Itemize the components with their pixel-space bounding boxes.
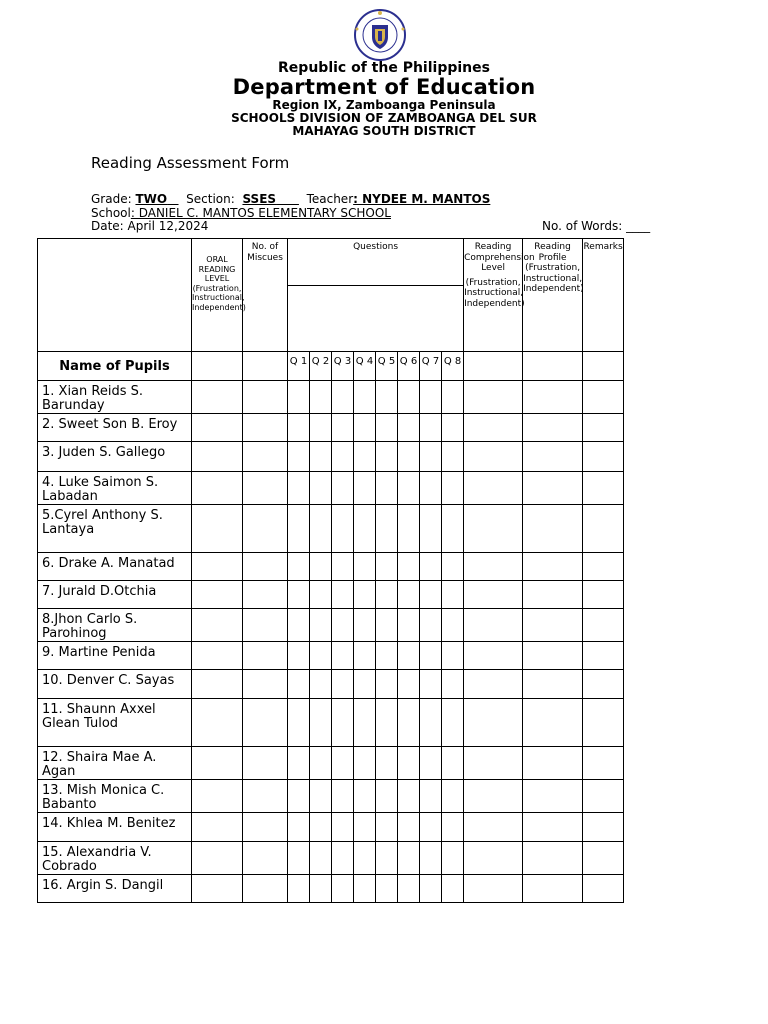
entry-cell[interactable] — [310, 381, 332, 414]
entry-cell[interactable] — [464, 747, 523, 780]
entry-cell[interactable] — [583, 472, 624, 505]
pupil-name: 13. Mish Monica C. Babanto — [38, 780, 192, 813]
entry-cell[interactable] — [376, 581, 398, 609]
entry-cell[interactable] — [376, 381, 398, 414]
entry-cell[interactable] — [354, 472, 376, 505]
entry-cell[interactable] — [523, 472, 583, 505]
entry-cell[interactable] — [442, 581, 464, 609]
q3-header: Q 3 — [332, 352, 354, 381]
republic-heading: Republic of the Philippines — [278, 60, 490, 76]
entry-cell[interactable] — [332, 472, 354, 505]
table-row — [38, 699, 624, 747]
entry-cell[interactable] — [583, 875, 624, 903]
entry-cell[interactable] — [398, 609, 420, 642]
pupil-name: 8.Jhon Carlo S. Parohinog — [38, 609, 192, 642]
entry-cell[interactable] — [310, 642, 332, 670]
col-miscues: No. of Miscues — [243, 239, 288, 352]
district-heading: MAHAYAG SOUTH DISTRICT — [292, 124, 476, 138]
entry-cell[interactable] — [354, 553, 376, 581]
entry-cell[interactable] — [288, 670, 310, 699]
entry-cell[interactable] — [464, 670, 523, 699]
entry-cell[interactable] — [376, 553, 398, 581]
entry-cell[interactable] — [442, 699, 464, 747]
entry-cell[interactable] — [192, 381, 243, 414]
entry-cell[interactable] — [398, 442, 420, 472]
pupil-name: 4. Luke Saimon S. Labadan — [38, 472, 192, 505]
entry-cell[interactable] — [420, 581, 442, 609]
table-row — [38, 609, 624, 642]
pupil-name: 6. Drake A. Manatad — [38, 553, 192, 581]
entry-cell[interactable] — [354, 875, 376, 903]
entry-cell[interactable] — [420, 747, 442, 780]
entry-cell[interactable] — [332, 505, 354, 553]
pupil-name: 3. Juden S. Gallego — [38, 442, 192, 472]
entry-cell[interactable] — [192, 414, 243, 442]
entry-cell[interactable] — [420, 472, 442, 505]
entry-cell[interactable] — [583, 670, 624, 699]
entry-cell[interactable] — [523, 381, 583, 414]
entry-cell[interactable] — [398, 581, 420, 609]
teacher-value: : NYDEE M. MANTOS — [353, 192, 491, 206]
entry-cell[interactable] — [192, 780, 243, 813]
entry-cell[interactable] — [583, 609, 624, 642]
entry-cell[interactable] — [310, 780, 332, 813]
entry-cell[interactable] — [420, 813, 442, 842]
entry-cell[interactable] — [464, 642, 523, 670]
entry-cell[interactable] — [523, 414, 583, 442]
grade-value: TWO — [135, 192, 168, 206]
entry-cell[interactable] — [192, 813, 243, 842]
blank-corner-cell — [38, 239, 192, 352]
entry-cell[interactable] — [464, 875, 523, 903]
entry-cell[interactable] — [523, 642, 583, 670]
entry-cell[interactable] — [288, 381, 310, 414]
table-row — [38, 813, 624, 842]
table-row — [38, 747, 624, 780]
entry-cell[interactable] — [376, 842, 398, 875]
entry-cell[interactable] — [464, 505, 523, 553]
entry-cell[interactable] — [310, 505, 332, 553]
q1-header: Q 1 — [288, 352, 310, 381]
entry-cell[interactable] — [310, 813, 332, 842]
entry-cell[interactable] — [243, 747, 288, 780]
entry-cell[interactable] — [464, 581, 523, 609]
entry-cell[interactable] — [523, 842, 583, 875]
col-comprehension — [464, 239, 535, 352]
entry-cell[interactable] — [310, 699, 332, 747]
entry-cell[interactable] — [420, 609, 442, 642]
entry-cell[interactable] — [420, 842, 442, 875]
entry-cell[interactable] — [288, 609, 310, 642]
col-comprehension-sub: (Frustration, Instructional, Independent) — [464, 277, 525, 309]
date-line: Date: April 12,2024 — [91, 219, 209, 233]
table-row — [38, 472, 624, 505]
pupil-name: 10. Denver C. Sayas — [38, 670, 192, 699]
region-heading: Region IX, Zamboanga Peninsula — [272, 98, 496, 112]
entry-cell[interactable] — [288, 472, 310, 505]
entry-cell[interactable] — [354, 842, 376, 875]
entry-cell[interactable] — [288, 780, 310, 813]
entry-cell[interactable] — [464, 813, 523, 842]
entry-cell[interactable] — [583, 699, 624, 747]
entry-cell[interactable] — [420, 381, 442, 414]
pupil-name: 12. Shaira Mae A. Agan — [38, 747, 192, 780]
entry-cell[interactable] — [332, 642, 354, 670]
entry-cell[interactable] — [288, 442, 310, 472]
entry-cell[interactable] — [420, 642, 442, 670]
entry-cell[interactable] — [523, 747, 583, 780]
pupil-name: 16. Argin S. Dangil — [38, 875, 192, 903]
col-oral-reading: ORAL READING LEVEL (Frustration, Instructional, Independent) — [192, 239, 243, 352]
entry-cell[interactable] — [192, 842, 243, 875]
q2-header: Q 2 — [310, 352, 332, 381]
pupil-name: 7. Jurald D.Otchia — [38, 581, 192, 609]
table-row — [38, 780, 624, 813]
entry-cell[interactable] — [354, 442, 376, 472]
entry-cell[interactable] — [310, 670, 332, 699]
entry-cell[interactable] — [310, 875, 332, 903]
entry-cell[interactable] — [398, 670, 420, 699]
entry-cell[interactable] — [192, 875, 243, 903]
entry-cell[interactable] — [398, 505, 420, 553]
entry-cell[interactable] — [398, 813, 420, 842]
entry-cell[interactable] — [376, 670, 398, 699]
entry-cell[interactable] — [376, 609, 398, 642]
entry-cell[interactable] — [332, 670, 354, 699]
entry-cell[interactable] — [243, 670, 288, 699]
entry-cell[interactable] — [376, 442, 398, 472]
entry-cell[interactable] — [310, 747, 332, 780]
section-value: SSES — [242, 192, 277, 206]
entry-cell[interactable] — [523, 813, 583, 842]
assessment-table — [37, 238, 624, 903]
entry-cell[interactable] — [192, 581, 243, 609]
table-row — [38, 842, 624, 875]
entry-cell[interactable] — [192, 472, 243, 505]
entry-cell[interactable] — [243, 472, 288, 505]
entry-cell[interactable] — [354, 642, 376, 670]
pupil-name: 5.Cyrel Anthony S. Lantaya — [38, 505, 192, 553]
entry-cell[interactable] — [442, 553, 464, 581]
entry-cell[interactable] — [376, 505, 398, 553]
entry-cell[interactable] — [310, 553, 332, 581]
q7-header: Q 7 — [420, 352, 442, 381]
entry-cell[interactable] — [442, 414, 464, 442]
entry-cell[interactable] — [310, 609, 332, 642]
entry-cell[interactable] — [420, 699, 442, 747]
entry-cell[interactable] — [288, 414, 310, 442]
entry-cell[interactable] — [192, 747, 243, 780]
entry-cell[interactable] — [243, 842, 288, 875]
entry-cell[interactable] — [523, 875, 583, 903]
entry-cell[interactable] — [243, 609, 288, 642]
entry-cell[interactable] — [523, 553, 583, 581]
entry-cell[interactable] — [192, 553, 243, 581]
entry-cell[interactable] — [420, 553, 442, 581]
question-number-row — [38, 352, 624, 381]
entry-cell[interactable] — [442, 670, 464, 699]
entry-cell[interactable] — [442, 780, 464, 813]
entry-cell[interactable] — [464, 553, 523, 581]
entry-cell[interactable] — [243, 642, 288, 670]
entry-cell[interactable] — [398, 875, 420, 903]
entry-cell[interactable] — [332, 442, 354, 472]
entry-cell[interactable] — [332, 699, 354, 747]
entry-cell[interactable] — [288, 642, 310, 670]
entry-cell[interactable] — [420, 875, 442, 903]
table-row — [38, 875, 624, 903]
entry-cell[interactable] — [523, 699, 583, 747]
entry-cell[interactable] — [243, 699, 288, 747]
entry-cell[interactable] — [376, 699, 398, 747]
entry-cell[interactable] — [288, 505, 310, 553]
entry-cell[interactable] — [583, 780, 624, 813]
entry-cell[interactable] — [398, 414, 420, 442]
entry-cell[interactable] — [288, 699, 310, 747]
entry-cell[interactable] — [583, 414, 624, 442]
entry-cell[interactable] — [310, 472, 332, 505]
table-row — [38, 581, 624, 609]
entry-cell[interactable] — [332, 842, 354, 875]
entry-cell[interactable] — [310, 414, 332, 442]
deped-seal-logo — [351, 9, 409, 61]
table-row — [38, 670, 624, 699]
entry-cell[interactable] — [583, 553, 624, 581]
entry-cell[interactable] — [332, 381, 354, 414]
entry-cell[interactable] — [398, 642, 420, 670]
entry-cell[interactable] — [442, 642, 464, 670]
entry-cell[interactable] — [442, 747, 464, 780]
entry-cell[interactable] — [243, 875, 288, 903]
name-of-pupils-header: Name of Pupils — [38, 352, 192, 381]
entry-cell[interactable] — [376, 414, 398, 442]
school-value: : DANIEL C. MANTOS ELEMENTARY SCHOOL — [130, 206, 391, 220]
entry-cell[interactable] — [243, 414, 288, 442]
entry-cell[interactable] — [442, 813, 464, 842]
entry-cell[interactable] — [243, 813, 288, 842]
table-row — [38, 381, 624, 414]
questions-blank-cell — [288, 286, 464, 352]
entry-cell[interactable] — [332, 780, 354, 813]
entry-cell[interactable] — [583, 642, 624, 670]
entry-cell[interactable] — [354, 414, 376, 442]
entry-cell[interactable] — [243, 381, 288, 414]
col-reading-profile: Reading Profile (Frustration, Instructional, Independent) — [523, 239, 583, 352]
entry-cell[interactable] — [398, 381, 420, 414]
q6-header: Q 6 — [398, 352, 420, 381]
table-row — [38, 414, 624, 442]
entry-cell[interactable] — [523, 609, 583, 642]
entry-cell[interactable] — [288, 842, 310, 875]
pupil-name: 15. Alexandria V. Cobrado — [38, 842, 192, 875]
entry-cell[interactable] — [332, 553, 354, 581]
entry-cell[interactable] — [420, 414, 442, 442]
entry-cell[interactable] — [523, 581, 583, 609]
entry-cell[interactable] — [442, 472, 464, 505]
entry-cell[interactable] — [288, 581, 310, 609]
entry-cell[interactable] — [376, 472, 398, 505]
entry-cell[interactable] — [442, 842, 464, 875]
entry-cell[interactable] — [376, 780, 398, 813]
entry-cell[interactable] — [243, 581, 288, 609]
entry-cell[interactable] — [442, 505, 464, 553]
entry-cell[interactable] — [310, 842, 332, 875]
entry-cell[interactable] — [243, 442, 288, 472]
entry-cell[interactable] — [420, 780, 442, 813]
entry-cell[interactable] — [464, 699, 523, 747]
entry-cell[interactable] — [376, 642, 398, 670]
school-line: School: DANIEL C. MANTOS ELEMENTARY SCHOOL — [91, 206, 391, 220]
entry-cell[interactable] — [442, 875, 464, 903]
entry-cell[interactable] — [354, 813, 376, 842]
division-heading: SCHOOLS DIVISION OF ZAMBOANGA DEL SUR — [231, 111, 537, 125]
grade-line: Grade: TWO Section: SSES Teacher: NYDEE M. MANTOS — [91, 192, 491, 206]
entry-cell[interactable] — [192, 670, 243, 699]
table-row — [38, 642, 624, 670]
entry-cell[interactable] — [583, 442, 624, 472]
table-row — [38, 505, 624, 553]
entry-cell[interactable] — [464, 609, 523, 642]
entry-cell[interactable] — [420, 442, 442, 472]
entry-cell[interactable] — [354, 670, 376, 699]
entry-cell[interactable] — [398, 472, 420, 505]
entry-cell[interactable] — [332, 813, 354, 842]
entry-cell[interactable] — [288, 813, 310, 842]
entry-cell[interactable] — [332, 747, 354, 780]
entry-cell[interactable] — [583, 842, 624, 875]
entry-cell[interactable] — [354, 780, 376, 813]
table-row — [38, 553, 624, 581]
pupil-name: 1. Xian Reids S. Barunday — [38, 381, 192, 414]
entry-cell[interactable] — [523, 505, 583, 553]
entry-cell[interactable] — [243, 780, 288, 813]
entry-cell[interactable] — [398, 842, 420, 875]
entry-cell[interactable] — [583, 581, 624, 609]
col-comprehension-title: Reading Comprehension Level — [464, 242, 535, 273]
entry-cell[interactable] — [354, 581, 376, 609]
entry-cell[interactable] — [192, 642, 243, 670]
pupil-name: 9. Martine Penida — [38, 642, 192, 670]
entry-cell[interactable] — [464, 472, 523, 505]
entry-cell[interactable] — [523, 780, 583, 813]
entry-cell[interactable] — [332, 581, 354, 609]
entry-cell[interactable] — [398, 747, 420, 780]
entry-cell[interactable] — [288, 747, 310, 780]
entry-cell[interactable] — [442, 442, 464, 472]
entry-cell[interactable] — [442, 381, 464, 414]
table-row — [38, 442, 624, 472]
no-of-words: No. of Words: ____ — [542, 219, 651, 233]
entry-cell[interactable] — [288, 875, 310, 903]
entry-cell[interactable] — [376, 747, 398, 780]
entry-cell[interactable] — [354, 747, 376, 780]
entry-cell[interactable] — [523, 442, 583, 472]
entry-cell[interactable] — [398, 780, 420, 813]
entry-cell[interactable] — [310, 581, 332, 609]
q4-header: Q 4 — [354, 352, 376, 381]
entry-cell[interactable] — [192, 505, 243, 553]
entry-cell[interactable] — [310, 442, 332, 472]
entry-cell[interactable] — [376, 875, 398, 903]
entry-cell[interactable] — [243, 505, 288, 553]
entry-cell[interactable] — [583, 747, 624, 780]
col-remarks: Remarks — [583, 239, 624, 352]
pupil-name: 14. Khlea M. Benitez — [38, 813, 192, 842]
entry-cell[interactable] — [420, 505, 442, 553]
entry-cell[interactable] — [464, 381, 523, 414]
entry-cell[interactable] — [583, 381, 624, 414]
q8-header: Q 8 — [442, 352, 464, 381]
form-title: Reading Assessment Form — [91, 154, 290, 172]
entry-cell[interactable] — [354, 609, 376, 642]
entry-cell[interactable] — [354, 505, 376, 553]
q5-header: Q 5 — [376, 352, 398, 381]
entry-cell[interactable] — [288, 553, 310, 581]
entry-cell[interactable] — [192, 442, 243, 472]
entry-cell[interactable] — [332, 414, 354, 442]
entry-cell[interactable] — [398, 553, 420, 581]
entry-cell[interactable] — [332, 609, 354, 642]
entry-cell[interactable] — [464, 780, 523, 813]
entry-cell[interactable] — [192, 609, 243, 642]
entry-cell[interactable] — [332, 875, 354, 903]
entry-cell[interactable] — [354, 699, 376, 747]
entry-cell[interactable] — [464, 442, 523, 472]
pupil-name: 2. Sweet Son B. Eroy — [38, 414, 192, 442]
entry-cell[interactable] — [243, 553, 288, 581]
entry-cell[interactable] — [442, 609, 464, 642]
entry-cell[interactable] — [583, 813, 624, 842]
entry-cell[interactable] — [583, 505, 624, 553]
entry-cell[interactable] — [354, 381, 376, 414]
entry-cell[interactable] — [192, 699, 243, 747]
pupil-name: 11. Shaunn Axxel Glean Tulod — [38, 699, 192, 747]
entry-cell[interactable] — [464, 414, 523, 442]
entry-cell[interactable] — [464, 842, 523, 875]
entry-cell[interactable] — [398, 699, 420, 747]
entry-cell[interactable] — [376, 813, 398, 842]
col-questions: Questions — [288, 239, 464, 286]
department-heading: Department of Education — [232, 75, 536, 99]
entry-cell[interactable] — [523, 670, 583, 699]
entry-cell[interactable] — [420, 670, 442, 699]
